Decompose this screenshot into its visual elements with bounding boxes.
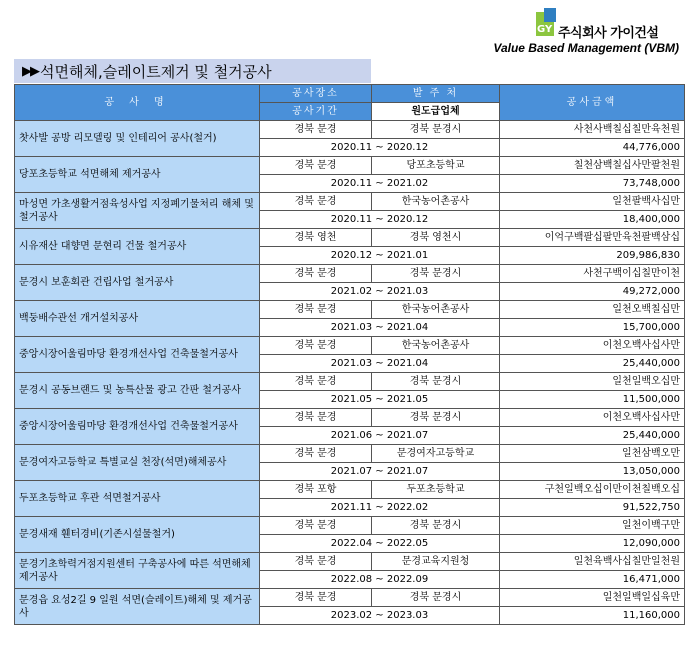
project-row bbox=[15, 157, 685, 175]
project-amount-text: 이천오백사십사만 bbox=[500, 337, 685, 355]
company-name: 주식회사 가이건설 bbox=[558, 26, 659, 41]
project-amount: 44,776,000 bbox=[500, 139, 685, 157]
header-client: 발 주 처 bbox=[372, 85, 500, 103]
project-table bbox=[14, 84, 685, 625]
project-client: 한국농어촌공사 bbox=[372, 193, 500, 211]
project-client: 경북 문경시 bbox=[372, 517, 500, 535]
header-name: 공 사 명 bbox=[15, 85, 260, 121]
project-name: 두포초등학교 후관 석면철거공사 bbox=[15, 481, 260, 517]
project-name: 문경기초학력거점지원센터 구축공사에 따른 석면해체제거공사 bbox=[15, 553, 260, 589]
project-period: 2020.11 ~ 2020.12 bbox=[260, 139, 500, 157]
project-amount-text: 일천오백칠십만 bbox=[500, 301, 685, 319]
project-location: 경북 영천 bbox=[260, 229, 372, 247]
project-location: 경북 문경 bbox=[260, 553, 372, 571]
project-name: 중앙시장어울림마당 환경개선사업 건축물철거공사 bbox=[15, 337, 260, 373]
project-amount-text: 이천오백사십사만 bbox=[500, 409, 685, 427]
project-client: 경북 문경시 bbox=[372, 121, 500, 139]
project-row bbox=[15, 193, 685, 211]
project-client: 당포초등학교 bbox=[372, 157, 500, 175]
project-name: 마성면 가초생활거점육성사업 지정폐기물처리 해체 및 철거공사 bbox=[15, 193, 260, 229]
project-amount-text: 일천삼백오만 bbox=[500, 445, 685, 463]
project-row bbox=[15, 373, 685, 391]
project-name: 시유재산 대향면 문현리 건물 철거공사 bbox=[15, 229, 260, 265]
project-name: 찻사발 공방 리모델링 및 인테리어 공사(철거) bbox=[15, 121, 260, 157]
project-client: 두포초등학교 bbox=[372, 481, 500, 499]
project-period: 2021.07 ~ 2021.07 bbox=[260, 463, 500, 481]
project-amount: 12,090,000 bbox=[500, 535, 685, 553]
project-row bbox=[15, 553, 685, 571]
project-row bbox=[15, 481, 685, 499]
project-amount: 49,272,000 bbox=[500, 283, 685, 301]
project-period: 2022.04 ~ 2022.05 bbox=[260, 535, 500, 553]
header-contractor: 원도급업체 bbox=[372, 103, 500, 121]
project-client: 경북 문경시 bbox=[372, 373, 500, 391]
project-location: 경북 문경 bbox=[260, 337, 372, 355]
logo-mark-text: GY bbox=[537, 24, 553, 35]
project-amount: 15,700,000 bbox=[500, 319, 685, 337]
project-client: 한국농어촌공사 bbox=[372, 337, 500, 355]
project-row bbox=[15, 589, 685, 607]
project-amount: 16,471,000 bbox=[500, 571, 685, 589]
project-period: 2021.05 ~ 2021.05 bbox=[260, 391, 500, 409]
project-amount-text: 사천사백칠십칠만육천원 bbox=[500, 121, 685, 139]
header-row-1 bbox=[15, 85, 685, 103]
project-row bbox=[15, 301, 685, 319]
project-period: 2020.11 ~ 2020.12 bbox=[260, 211, 500, 229]
project-location: 경북 문경 bbox=[260, 445, 372, 463]
project-client: 경북 영천시 bbox=[372, 229, 500, 247]
project-location: 경북 문경 bbox=[260, 157, 372, 175]
project-amount: 18,400,000 bbox=[500, 211, 685, 229]
project-amount: 73,748,000 bbox=[500, 175, 685, 193]
project-name: 문경시 공동브랜드 및 농특산물 광고 간판 철거공사 bbox=[15, 373, 260, 409]
project-row bbox=[15, 265, 685, 283]
project-amount-text: 일천일백오십만 bbox=[500, 373, 685, 391]
project-row bbox=[15, 229, 685, 247]
project-row bbox=[15, 517, 685, 535]
project-location: 경북 문경 bbox=[260, 517, 372, 535]
project-amount-text: 일천육백사십칠만일천원 bbox=[500, 553, 685, 571]
project-amount: 25,440,000 bbox=[500, 427, 685, 445]
project-amount-text: 칠천삼백칠십사만팔천원 bbox=[500, 157, 685, 175]
project-period: 2021.02 ~ 2021.03 bbox=[260, 283, 500, 301]
project-amount: 11,500,000 bbox=[500, 391, 685, 409]
project-location: 경북 문경 bbox=[260, 301, 372, 319]
project-row bbox=[15, 445, 685, 463]
section-title: 석면해체,슬레이트제거 및 철거공사 bbox=[40, 62, 272, 81]
project-amount: 25,440,000 bbox=[500, 355, 685, 373]
section-title-bar bbox=[14, 59, 371, 83]
project-period: 2021.03 ~ 2021.04 bbox=[260, 355, 500, 373]
project-amount: 209,986,830 bbox=[500, 247, 685, 265]
project-amount: 11,160,000 bbox=[500, 607, 685, 625]
project-location: 경북 문경 bbox=[260, 121, 372, 139]
project-client: 한국농어촌공사 bbox=[372, 301, 500, 319]
project-row bbox=[15, 121, 685, 139]
project-amount-text: 구천일백오십이만이천칠백오십 bbox=[500, 481, 685, 499]
slogan: Value Based Management (VBM) bbox=[493, 41, 679, 55]
project-period: 2021.06 ~ 2021.07 bbox=[260, 427, 500, 445]
project-location: 경북 문경 bbox=[260, 373, 372, 391]
project-name: 백둥배수관선 개거설치공사 bbox=[15, 301, 260, 337]
project-client: 문경교육지원청 bbox=[372, 553, 500, 571]
project-name: 문경시 보훈회관 건립사업 철거공사 bbox=[15, 265, 260, 301]
project-client: 경북 문경시 bbox=[372, 409, 500, 427]
project-amount-text: 일천일백일십육만 bbox=[500, 589, 685, 607]
project-location: 경북 문경 bbox=[260, 409, 372, 427]
project-location: 경북 포항 bbox=[260, 481, 372, 499]
project-period: 2021.11 ~ 2022.02 bbox=[260, 499, 500, 517]
double-triangle-icon: ▶▶ bbox=[22, 63, 38, 79]
project-client: 경북 문경시 bbox=[372, 589, 500, 607]
project-period: 2020.11 ~ 2021.02 bbox=[260, 175, 500, 193]
project-amount: 91,522,750 bbox=[500, 499, 685, 517]
project-rows bbox=[15, 121, 685, 625]
project-period: 2020.12 ~ 2021.01 bbox=[260, 247, 500, 265]
project-row bbox=[15, 409, 685, 427]
project-name: 문경새재 휀터경비(기존시설물철거) bbox=[15, 517, 260, 553]
project-row bbox=[15, 337, 685, 355]
header-amount: 공사금액 bbox=[500, 85, 685, 121]
project-client: 경북 문경시 bbox=[372, 265, 500, 283]
project-name: 문경읍 요성2길 9 일원 석면(슬레이트)해체 및 제거공사 bbox=[15, 589, 260, 625]
project-location: 경북 문경 bbox=[260, 589, 372, 607]
logo-mark-icon bbox=[534, 8, 556, 38]
project-amount-text: 사천구백이십칠만이천 bbox=[500, 265, 685, 283]
project-name: 문경여자고등학교 특별교실 천장(석면)해체공사 bbox=[15, 445, 260, 481]
project-amount-text: 일천이백구만 bbox=[500, 517, 685, 535]
header-location: 공사장소 bbox=[260, 85, 372, 103]
header-period: 공사기간 bbox=[260, 103, 372, 121]
project-client: 문경여자고등학교 bbox=[372, 445, 500, 463]
project-amount: 13,050,000 bbox=[500, 463, 685, 481]
project-period: 2021.03 ~ 2021.04 bbox=[260, 319, 500, 337]
project-amount-text: 이억구백팔십팔만육천팔백삼십 bbox=[500, 229, 685, 247]
project-name: 당포초등학교 석면해체 제거공사 bbox=[15, 157, 260, 193]
project-location: 경북 문경 bbox=[260, 193, 372, 211]
project-period: 2022.08 ~ 2022.09 bbox=[260, 571, 500, 589]
project-location: 경북 문경 bbox=[260, 265, 372, 283]
project-amount-text: 일천팔백사십만 bbox=[500, 193, 685, 211]
project-name: 중앙시장어울림마당 환경개선사업 건축물철거공사 bbox=[15, 409, 260, 445]
project-period: 2023.02 ~ 2023.03 bbox=[260, 607, 500, 625]
